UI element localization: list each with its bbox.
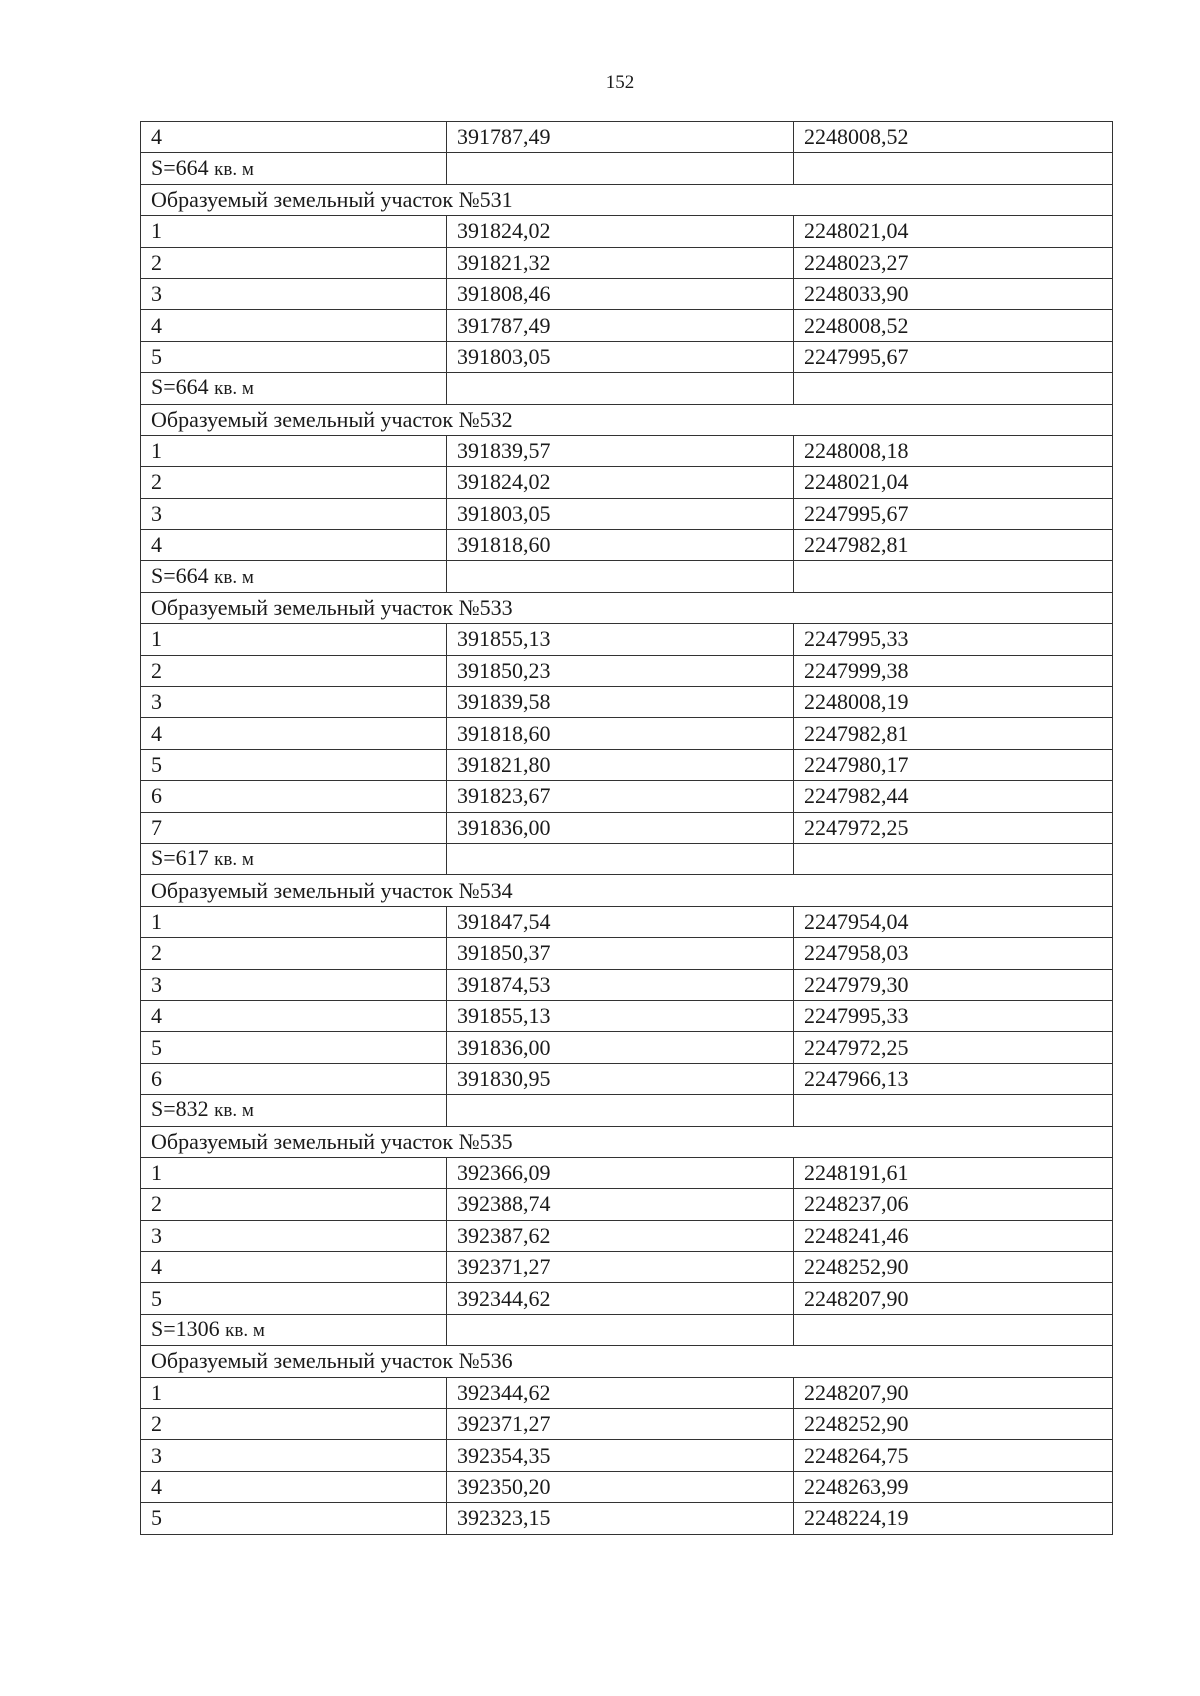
coordinate-row bbox=[141, 1252, 1113, 1283]
coordinate-row bbox=[141, 906, 1113, 937]
empty-cell bbox=[794, 153, 1113, 184]
coordinate-x: 391821,32 bbox=[447, 247, 794, 278]
coordinate-row bbox=[141, 1409, 1113, 1440]
point-number: 7 bbox=[141, 812, 447, 843]
plot-area-row bbox=[141, 1314, 1113, 1345]
coordinate-x: 391839,58 bbox=[447, 687, 794, 718]
coordinate-y: 2248191,61 bbox=[794, 1157, 1113, 1188]
coordinate-row bbox=[141, 969, 1113, 1000]
coordinate-row bbox=[141, 1157, 1113, 1188]
empty-cell bbox=[447, 1095, 794, 1126]
coordinate-y: 2248021,04 bbox=[794, 467, 1113, 498]
point-number: 3 bbox=[141, 687, 447, 718]
coordinate-y: 2247995,67 bbox=[794, 341, 1113, 372]
area-cell bbox=[141, 373, 447, 404]
coordinate-row bbox=[141, 718, 1113, 749]
coordinate-y: 2247958,03 bbox=[794, 938, 1113, 969]
coordinate-x: 391850,23 bbox=[447, 655, 794, 686]
point-number: 4 bbox=[141, 1000, 447, 1031]
coordinate-x: 391818,60 bbox=[447, 530, 794, 561]
coordinate-x: 392323,15 bbox=[447, 1503, 794, 1534]
point-number: 5 bbox=[141, 341, 447, 372]
area-unit: кв. м bbox=[214, 566, 254, 588]
coordinate-row bbox=[141, 216, 1113, 247]
coordinate-row bbox=[141, 812, 1113, 843]
point-number: 2 bbox=[141, 1189, 447, 1220]
point-number: 3 bbox=[141, 969, 447, 1000]
coordinate-x: 391823,67 bbox=[447, 781, 794, 812]
coordinate-y: 2248008,52 bbox=[794, 122, 1113, 153]
point-number: 1 bbox=[141, 906, 447, 937]
coordinate-row bbox=[141, 1283, 1113, 1314]
coordinate-x: 392366,09 bbox=[447, 1157, 794, 1188]
plot-title: Образуемый земельный участок №532 bbox=[141, 404, 1113, 435]
point-number: 1 bbox=[141, 1377, 447, 1408]
coordinate-y: 2247982,81 bbox=[794, 530, 1113, 561]
area-unit: кв. м bbox=[214, 849, 254, 871]
point-number: 4 bbox=[141, 122, 447, 153]
coordinate-x: 392344,62 bbox=[447, 1377, 794, 1408]
coordinate-row bbox=[141, 1063, 1113, 1094]
coordinate-y: 2247972,25 bbox=[794, 812, 1113, 843]
coordinate-x: 392344,62 bbox=[447, 1283, 794, 1314]
coordinate-x: 391787,49 bbox=[447, 310, 794, 341]
point-number: 3 bbox=[141, 498, 447, 529]
coordinates-table bbox=[140, 121, 1113, 1535]
coordinate-x: 391803,05 bbox=[447, 341, 794, 372]
coordinate-row bbox=[141, 749, 1113, 780]
point-number: 4 bbox=[141, 530, 447, 561]
coordinate-x: 391830,95 bbox=[447, 1063, 794, 1094]
point-number: 5 bbox=[141, 1283, 447, 1314]
coordinate-row bbox=[141, 1000, 1113, 1031]
coordinate-y: 2247999,38 bbox=[794, 655, 1113, 686]
coordinate-x: 391855,13 bbox=[447, 624, 794, 655]
coordinate-x: 392350,20 bbox=[447, 1471, 794, 1502]
coordinate-row bbox=[141, 1189, 1113, 1220]
coordinate-x: 391874,53 bbox=[447, 969, 794, 1000]
coordinate-row bbox=[141, 341, 1113, 372]
coordinate-y: 2247995,67 bbox=[794, 498, 1113, 529]
plot-area-row bbox=[141, 373, 1113, 404]
coordinates-table-body bbox=[141, 122, 1113, 1535]
plot-title: Образуемый земельный участок №533 bbox=[141, 592, 1113, 623]
empty-cell bbox=[794, 1095, 1113, 1126]
point-number: 2 bbox=[141, 938, 447, 969]
area-unit: кв. м bbox=[214, 378, 254, 400]
coordinate-row bbox=[141, 122, 1113, 153]
coordinate-row bbox=[141, 781, 1113, 812]
coordinate-y: 2248008,52 bbox=[794, 310, 1113, 341]
empty-cell bbox=[447, 561, 794, 592]
plot-title: Образуемый земельный участок №536 bbox=[141, 1346, 1113, 1377]
coordinate-row bbox=[141, 310, 1113, 341]
point-number: 5 bbox=[141, 749, 447, 780]
coordinate-row bbox=[141, 467, 1113, 498]
point-number: 2 bbox=[141, 1409, 447, 1440]
area-unit: кв. м bbox=[214, 1100, 254, 1122]
area-value: S=832 bbox=[151, 1096, 209, 1122]
coordinate-row bbox=[141, 687, 1113, 718]
point-number: 4 bbox=[141, 1471, 447, 1502]
coordinate-row bbox=[141, 938, 1113, 969]
coordinate-row bbox=[141, 435, 1113, 466]
coordinate-row bbox=[141, 655, 1113, 686]
plot-area-row bbox=[141, 153, 1113, 184]
point-number: 6 bbox=[141, 781, 447, 812]
coordinate-y: 2247982,44 bbox=[794, 781, 1113, 812]
empty-cell bbox=[447, 843, 794, 874]
coordinate-x: 391839,57 bbox=[447, 435, 794, 466]
coordinate-row bbox=[141, 1503, 1113, 1534]
coordinate-x: 391818,60 bbox=[447, 718, 794, 749]
coordinate-x: 392388,74 bbox=[447, 1189, 794, 1220]
coordinate-y: 2247979,30 bbox=[794, 969, 1113, 1000]
coordinate-x: 392354,35 bbox=[447, 1440, 794, 1471]
coordinate-y: 2248207,90 bbox=[794, 1283, 1113, 1314]
coordinate-y: 2247995,33 bbox=[794, 1000, 1113, 1031]
coordinate-x: 391803,05 bbox=[447, 498, 794, 529]
area-unit: кв. м bbox=[225, 1320, 265, 1342]
area-value: S=664 bbox=[151, 374, 209, 400]
plot-area-row bbox=[141, 561, 1113, 592]
point-number: 1 bbox=[141, 624, 447, 655]
point-number: 5 bbox=[141, 1503, 447, 1534]
coordinate-y: 2248252,90 bbox=[794, 1252, 1113, 1283]
coordinate-y: 2248252,90 bbox=[794, 1409, 1113, 1440]
coordinate-y: 2247982,81 bbox=[794, 718, 1113, 749]
coordinate-row bbox=[141, 624, 1113, 655]
coordinate-y: 2248263,99 bbox=[794, 1471, 1113, 1502]
coordinate-y: 2248264,75 bbox=[794, 1440, 1113, 1471]
coordinate-row bbox=[141, 1377, 1113, 1408]
point-number: 2 bbox=[141, 655, 447, 686]
area-cell bbox=[141, 561, 447, 592]
plot-title: Образуемый земельный участок №531 bbox=[141, 184, 1113, 215]
point-number: 2 bbox=[141, 247, 447, 278]
empty-cell bbox=[794, 843, 1113, 874]
area-cell bbox=[141, 153, 447, 184]
point-number: 5 bbox=[141, 1032, 447, 1063]
coordinate-row bbox=[141, 498, 1113, 529]
coordinate-x: 391787,49 bbox=[447, 122, 794, 153]
coordinate-row bbox=[141, 247, 1113, 278]
coordinate-x: 392371,27 bbox=[447, 1252, 794, 1283]
point-number: 6 bbox=[141, 1063, 447, 1094]
plot-area-row bbox=[141, 1095, 1113, 1126]
area-cell bbox=[141, 1314, 447, 1345]
point-number: 3 bbox=[141, 278, 447, 309]
area-value: S=664 bbox=[151, 562, 209, 588]
plot-header-row bbox=[141, 1126, 1113, 1157]
area-cell bbox=[141, 1095, 447, 1126]
point-number: 1 bbox=[141, 435, 447, 466]
coordinate-x: 391836,00 bbox=[447, 1032, 794, 1063]
empty-cell bbox=[447, 1314, 794, 1345]
coordinate-y: 2247980,17 bbox=[794, 749, 1113, 780]
coordinate-x: 391824,02 bbox=[447, 216, 794, 247]
point-number: 1 bbox=[141, 1157, 447, 1188]
area-unit: кв. м bbox=[214, 158, 254, 180]
plot-area-row bbox=[141, 843, 1113, 874]
page-number: 152 bbox=[605, 72, 635, 93]
plot-title: Образуемый земельный участок №534 bbox=[141, 875, 1113, 906]
empty-cell bbox=[447, 373, 794, 404]
coordinate-x: 391836,00 bbox=[447, 812, 794, 843]
area-cell bbox=[141, 843, 447, 874]
coordinate-x: 391855,13 bbox=[447, 1000, 794, 1031]
plot-title: Образуемый земельный участок №535 bbox=[141, 1126, 1113, 1157]
point-number: 4 bbox=[141, 1252, 447, 1283]
area-value: S=1306 bbox=[151, 1316, 220, 1342]
empty-cell bbox=[794, 561, 1113, 592]
coordinate-x: 392371,27 bbox=[447, 1409, 794, 1440]
area-value: S=664 bbox=[151, 154, 209, 180]
coordinate-y: 2248224,19 bbox=[794, 1503, 1113, 1534]
coordinate-row bbox=[141, 1032, 1113, 1063]
plot-header-row bbox=[141, 184, 1113, 215]
coordinate-row bbox=[141, 530, 1113, 561]
point-number: 3 bbox=[141, 1440, 447, 1471]
area-value: S=617 bbox=[151, 845, 209, 871]
coordinate-y: 2248008,19 bbox=[794, 687, 1113, 718]
coordinate-x: 391850,37 bbox=[447, 938, 794, 969]
point-number: 3 bbox=[141, 1220, 447, 1251]
coordinate-y: 2247954,04 bbox=[794, 906, 1113, 937]
coordinate-y: 2248023,27 bbox=[794, 247, 1113, 278]
coordinate-x: 391824,02 bbox=[447, 467, 794, 498]
coordinate-y: 2248008,18 bbox=[794, 435, 1113, 466]
coordinate-y: 2248237,06 bbox=[794, 1189, 1113, 1220]
plot-header-row bbox=[141, 404, 1113, 435]
point-number: 4 bbox=[141, 310, 447, 341]
coordinate-y: 2248207,90 bbox=[794, 1377, 1113, 1408]
coordinate-x: 391808,46 bbox=[447, 278, 794, 309]
plot-header-row bbox=[141, 592, 1113, 623]
coordinate-y: 2247966,13 bbox=[794, 1063, 1113, 1094]
point-number: 4 bbox=[141, 718, 447, 749]
coordinate-y: 2248241,46 bbox=[794, 1220, 1113, 1251]
empty-cell bbox=[447, 153, 794, 184]
coordinate-row bbox=[141, 278, 1113, 309]
coordinate-x: 392387,62 bbox=[447, 1220, 794, 1251]
plot-header-row bbox=[141, 1346, 1113, 1377]
coordinate-x: 391847,54 bbox=[447, 906, 794, 937]
point-number: 1 bbox=[141, 216, 447, 247]
empty-cell bbox=[794, 373, 1113, 404]
coordinate-y: 2247995,33 bbox=[794, 624, 1113, 655]
coordinate-row bbox=[141, 1440, 1113, 1471]
empty-cell bbox=[794, 1314, 1113, 1345]
point-number: 2 bbox=[141, 467, 447, 498]
coordinate-y: 2247972,25 bbox=[794, 1032, 1113, 1063]
plot-header-row bbox=[141, 875, 1113, 906]
coordinate-row bbox=[141, 1220, 1113, 1251]
coordinate-row bbox=[141, 1471, 1113, 1502]
coordinate-x: 391821,80 bbox=[447, 749, 794, 780]
coordinate-y: 2248033,90 bbox=[794, 278, 1113, 309]
coordinate-y: 2248021,04 bbox=[794, 216, 1113, 247]
